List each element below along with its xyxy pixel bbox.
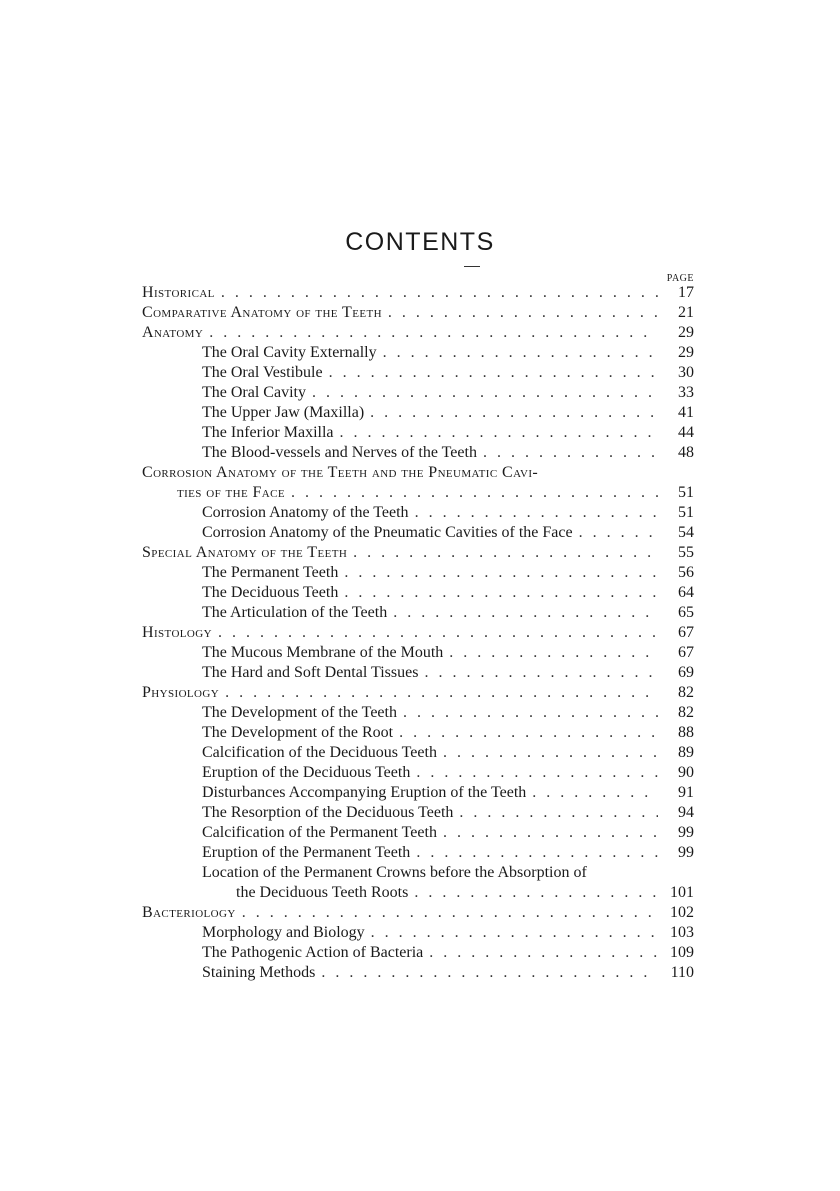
toc-page-number: 91: [678, 784, 694, 801]
dot-leader: [416, 843, 658, 863]
toc-subsection-entry: [142, 843, 694, 863]
dot-leader: [388, 303, 658, 323]
toc-entry-title: The Permanent Teeth: [202, 564, 339, 581]
toc-page-number: 101: [670, 884, 694, 901]
toc-page-number: 64: [678, 584, 694, 601]
toc-entry-title: Calcification of the Deciduous Teeth: [202, 744, 437, 761]
toc-page-number: 103: [670, 924, 694, 941]
toc-entry-title: The Deciduous Teeth: [202, 584, 339, 601]
toc-entry-title: Eruption of the Permanent Teeth: [202, 844, 411, 861]
toc-page-number: 90: [678, 764, 694, 781]
toc-page-number: 94: [678, 804, 694, 821]
toc-subsection-entry: [142, 483, 694, 503]
toc-subsection-entry: [142, 723, 694, 743]
toc-entry-title: Comparative Anatomy of the Teeth: [142, 304, 382, 321]
toc-subsection-entry: [142, 923, 694, 943]
toc-subsection-entry: [142, 943, 694, 963]
toc-entry-title: The Inferior Maxilla: [202, 424, 334, 441]
dot-leader: [218, 623, 658, 643]
toc-page-number: 41: [678, 404, 694, 421]
toc-page-number: 54: [678, 524, 694, 541]
toc-page-number: 29: [678, 344, 694, 361]
dot-leader: [424, 663, 658, 683]
dot-leader: [344, 563, 658, 583]
dot-leader: [483, 443, 658, 463]
toc-entry-title: Physiology: [142, 684, 220, 701]
toc-entry-title: The Pathogenic Action of Bacteria: [202, 944, 424, 961]
toc-page-number: 33: [678, 384, 694, 401]
dot-leader: [312, 383, 658, 403]
toc-entry-title: Corrosion Anatomy of the Teeth and the Pneumatic Cavi-: [142, 464, 539, 481]
toc-entry-title: the Deciduous Teeth Roots: [236, 884, 409, 901]
toc-subsection-entry: [142, 403, 694, 423]
dot-leader: [416, 763, 658, 783]
toc-entry-title: Disturbances Accompanying Eruption of the Teeth: [202, 784, 527, 801]
toc-page-number: 82: [678, 684, 694, 701]
dot-leader: [321, 963, 658, 983]
toc-entry-title: The Articulation of the Teeth: [202, 604, 388, 621]
toc-page-number: 89: [678, 744, 694, 761]
dot-leader: [370, 403, 658, 423]
toc-section-entry: [142, 283, 694, 303]
toc-subsection-entry: [142, 803, 694, 823]
toc-entry-title: Eruption of the Deciduous Teeth: [202, 764, 411, 781]
dot-leader: [209, 323, 658, 343]
title-rule: [464, 266, 480, 267]
toc-subsection-entry: [142, 523, 694, 543]
toc-entry-title: ties of the Face: [177, 484, 285, 501]
dot-leader: [443, 743, 658, 763]
dot-leader: [579, 523, 658, 543]
toc-page-number: 82: [678, 704, 694, 721]
toc-page-number: 44: [678, 424, 694, 441]
toc-subsection-entry: [142, 343, 694, 363]
toc-page-number: 30: [678, 364, 694, 381]
toc-subsection-entry: [142, 363, 694, 383]
toc-section-entry: [142, 543, 694, 563]
table-of-contents: [142, 283, 694, 983]
dot-leader: [403, 703, 658, 723]
toc-page-number: 69: [678, 664, 694, 681]
toc-page-number: 102: [670, 904, 694, 921]
toc-page-number: 55: [678, 544, 694, 561]
toc-subsection-entry: [142, 823, 694, 843]
dot-leader: [443, 823, 658, 843]
toc-entry-title: The Mucous Membrane of the Mouth: [202, 644, 444, 661]
dot-leader: [383, 343, 658, 363]
toc-section-entry: [142, 683, 694, 703]
toc-page-number: 109: [670, 944, 694, 961]
toc-entry-title: Calcification of the Permanent Teeth: [202, 824, 437, 841]
toc-subsection-entry: [142, 563, 694, 583]
toc-subsection-entry: [142, 423, 694, 443]
toc-page-number: 29: [678, 324, 694, 341]
toc-entry-title: Location of the Permanent Crowns before the Absorption of: [202, 864, 587, 881]
toc-subsection-entry: [142, 703, 694, 723]
dot-leader: [532, 783, 658, 803]
toc-page-number: 51: [678, 504, 694, 521]
toc-subsection-entry: [142, 743, 694, 763]
toc-entry-title: The Hard and Soft Dental Tissues: [202, 664, 419, 681]
toc-entry-title: The Development of the Root: [202, 724, 394, 741]
dot-leader: [459, 803, 658, 823]
toc-page-number: 21: [678, 304, 694, 321]
toc-page-number: 56: [678, 564, 694, 581]
dot-leader: [371, 923, 658, 943]
toc-page-number: 17: [678, 284, 694, 301]
toc-entry-title: Special Anatomy of the Teeth: [142, 544, 348, 561]
toc-subsection-entry: [142, 963, 694, 983]
toc-section-entry: [142, 623, 694, 643]
toc-entry-title: The Upper Jaw (Maxilla): [202, 404, 365, 421]
dot-leader: [225, 683, 658, 703]
toc-entry-title: The Blood-vessels and Nerves of the Teeth: [202, 444, 477, 461]
toc-subsection-entry: [142, 863, 694, 883]
toc-section-entry: [142, 463, 694, 483]
toc-entry-title: The Resorption of the Deciduous Teeth: [202, 804, 454, 821]
toc-subsection-entry: [142, 443, 694, 463]
toc-subsection-entry: [142, 383, 694, 403]
toc-entry-title: The Oral Vestibule: [202, 364, 323, 381]
toc-subsection-entry: [142, 643, 694, 663]
toc-subsection-entry: [142, 883, 694, 903]
toc-entry-title: Bacteriology: [142, 904, 236, 921]
toc-section-entry: [142, 303, 694, 323]
dot-leader: [242, 903, 658, 923]
toc-subsection-entry: [142, 783, 694, 803]
toc-entry-title: Staining Methods: [202, 964, 316, 981]
toc-subsection-entry: [142, 503, 694, 523]
dot-leader: [429, 943, 658, 963]
dot-leader: [340, 423, 659, 443]
toc-subsection-entry: [142, 763, 694, 783]
dot-leader: [393, 603, 658, 623]
dot-leader: [399, 723, 658, 743]
toc-subsection-entry: [142, 603, 694, 623]
toc-page-number: 99: [678, 844, 694, 861]
dot-leader: [344, 583, 658, 603]
toc-entry-title: Corrosion Anatomy of the Teeth: [202, 504, 409, 521]
toc-entry-title: Historical: [142, 284, 215, 301]
toc-section-entry: [142, 323, 694, 343]
dot-leader: [353, 543, 658, 563]
dot-leader: [415, 503, 658, 523]
toc-page-number: 88: [678, 724, 694, 741]
dot-leader: [449, 643, 658, 663]
toc-page-number: 48: [678, 444, 694, 461]
toc-page-number: 67: [678, 644, 694, 661]
dot-leader: [414, 883, 658, 903]
page-column-header: PAGE: [666, 273, 694, 284]
toc-subsection-entry: [142, 583, 694, 603]
dot-leader: [329, 363, 658, 383]
toc-page-number: 51: [678, 484, 694, 501]
toc-subsection-entry: [142, 663, 694, 683]
toc-page-number: 67: [678, 624, 694, 641]
toc-entry-title: The Oral Cavity: [202, 384, 306, 401]
toc-page-number: 99: [678, 824, 694, 841]
toc-entry-title: Corrosion Anatomy of the Pneumatic Cavities of the Face: [202, 524, 573, 541]
toc-page-number: 110: [670, 964, 694, 981]
dot-leader: [221, 283, 658, 303]
page-title: CONTENTS: [345, 228, 495, 256]
toc-entry-title: Morphology and Biology: [202, 924, 365, 941]
toc-section-entry: [142, 903, 694, 923]
toc-entry-title: The Oral Cavity Externally: [202, 344, 377, 361]
toc-entry-title: Anatomy: [142, 324, 204, 341]
toc-entry-title: The Development of the Teeth: [202, 704, 397, 721]
dot-leader: [291, 483, 658, 503]
toc-page-number: 65: [678, 604, 694, 621]
toc-entry-title: Histology: [142, 624, 212, 641]
